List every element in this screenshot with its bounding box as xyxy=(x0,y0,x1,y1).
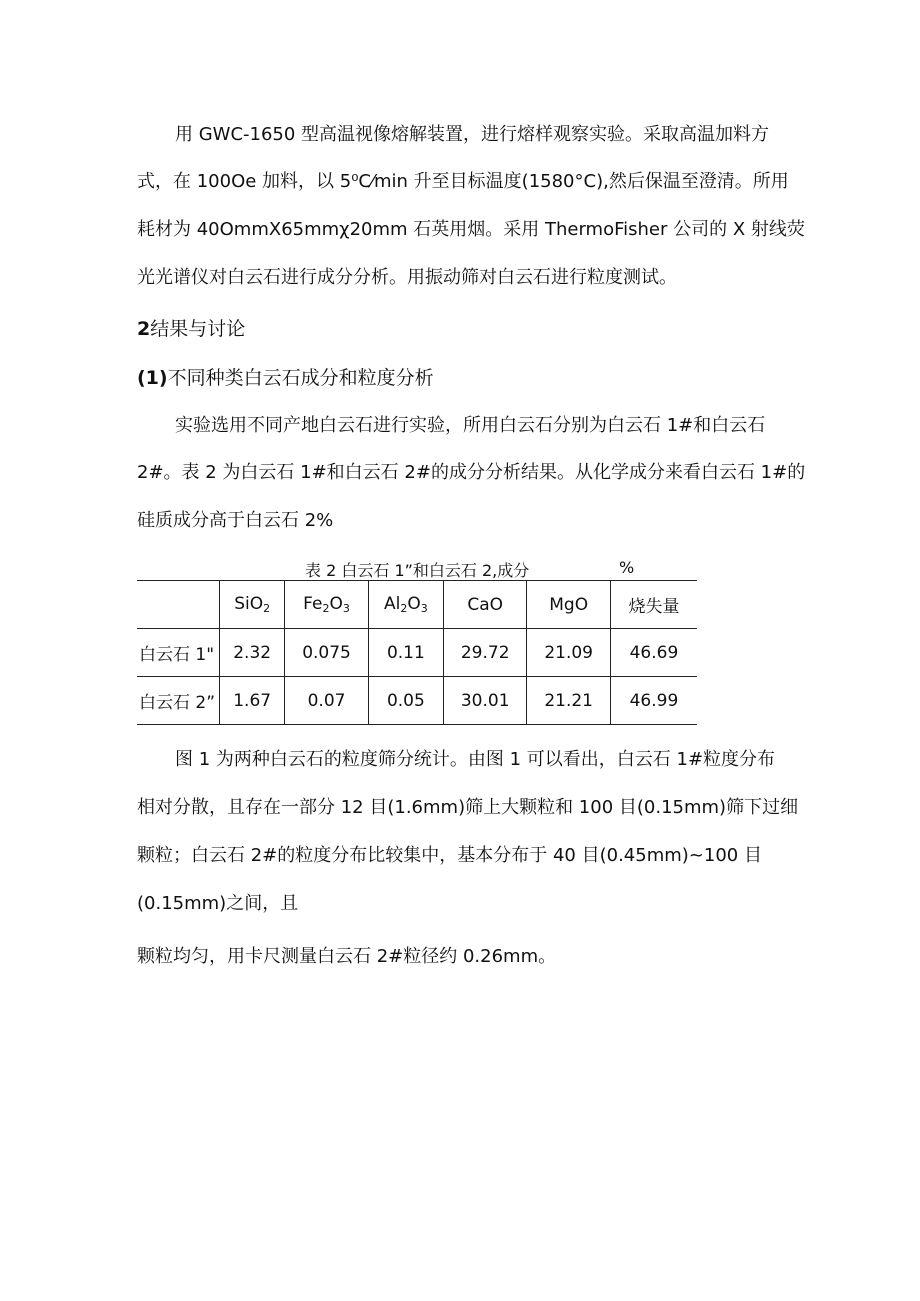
paragraph-line: 式，在 100Oe 加料，以 5⁰C⁄min 升至目标温度(1580°C),然后保温至澄清。所用 xyxy=(137,171,789,192)
table-cell: 0.05 xyxy=(368,677,443,725)
table-header-loss-on-ignition: 烧失量 xyxy=(610,581,697,629)
table-cell: 46.69 xyxy=(610,629,697,677)
table-cell: 1.67 xyxy=(220,677,285,725)
subsection-title: 不同种类白云石成分和粒度分析 xyxy=(167,367,434,389)
paragraph-line: 颗粒；白云石 2#的粒度分布比较集中，基本分布于 40 目(0.45mm)~100 目 xyxy=(137,845,762,866)
table-header-empty xyxy=(137,581,220,629)
table-cell: 0.11 xyxy=(368,629,443,677)
table-unit: % xyxy=(619,558,635,577)
subsection-heading xyxy=(137,366,434,390)
table-caption-text: 表 2 白云石 1”和白云石 2,成分 xyxy=(305,561,530,580)
paragraph-line: 耗材为 40OmmX65mmχ20mm 石英用烟。采用 ThermoFisher 公司的 X 射线荧 xyxy=(137,219,805,240)
table-cell: 0.07 xyxy=(285,677,368,725)
table-cell: 29.72 xyxy=(443,629,526,677)
table-caption xyxy=(137,558,697,580)
table-cell: 46.99 xyxy=(610,677,697,725)
table-row-label: 白云石 2” xyxy=(137,677,220,725)
subsection-number: (1) xyxy=(137,367,168,389)
table-row xyxy=(137,629,697,677)
table-header-fe2o3: $Fe_2O_3$ xyxy=(285,581,368,629)
table-cell: 21.21 xyxy=(527,677,610,725)
table-header-cao: CaO xyxy=(443,581,526,629)
table-header-sio2: SiO$_2$ xyxy=(220,581,285,629)
table-cell: 21.09 xyxy=(527,629,610,677)
paragraph-line: 光光谱仪对白云石进行成分分析。用振动筛对白云石进行粒度测试。 xyxy=(137,267,677,288)
paragraph-line: 实验选用不同产地白云石进行实验，所用白云石分别为白云石 1#和白云石 xyxy=(175,415,766,436)
table-header-row xyxy=(137,581,697,629)
paragraph-line: 硅质成分高于白云石 2% xyxy=(137,510,334,531)
table-cell: 2.32 xyxy=(220,629,285,677)
paragraph-line: (0.15mm)之间，且 xyxy=(137,893,299,914)
paragraph-line: 用 GWC-1650 型高温视像熔解装置，进行熔样观察实验。采取高温加料方 xyxy=(175,124,770,145)
section-title: 结果与讨论 xyxy=(150,318,246,340)
composition-table xyxy=(137,580,697,725)
section-heading xyxy=(137,317,245,341)
paragraph-line: 2#。表 2 为白云石 1#和白云石 2#的成分分析结果。从化学成分来看白云石 1#的 xyxy=(137,462,806,483)
paragraph-line: 颗粒均匀，用卡尺测量白云石 2#粒径约 0.26mm。 xyxy=(137,946,557,967)
table-row xyxy=(137,677,697,725)
table-cell: 0.075 xyxy=(285,629,368,677)
paragraph-line: 相对分散，且存在一部分 12 目(1.6mm)筛上大颗粒和 100 目(0.15mm)筛下过细 xyxy=(137,797,799,818)
section-number: 2 xyxy=(137,318,151,340)
paragraph-line: 图 1 为两种白云石的粒度筛分统计。由图 1 可以看出，白云石 1#粒度分布 xyxy=(175,749,776,770)
table-header-mgo: MgO xyxy=(527,581,610,629)
table-header-al2o3: $Al_2O_3$ xyxy=(368,581,443,629)
table-cell: 30.01 xyxy=(443,677,526,725)
table-row-label: 白云石 1" xyxy=(137,629,220,677)
